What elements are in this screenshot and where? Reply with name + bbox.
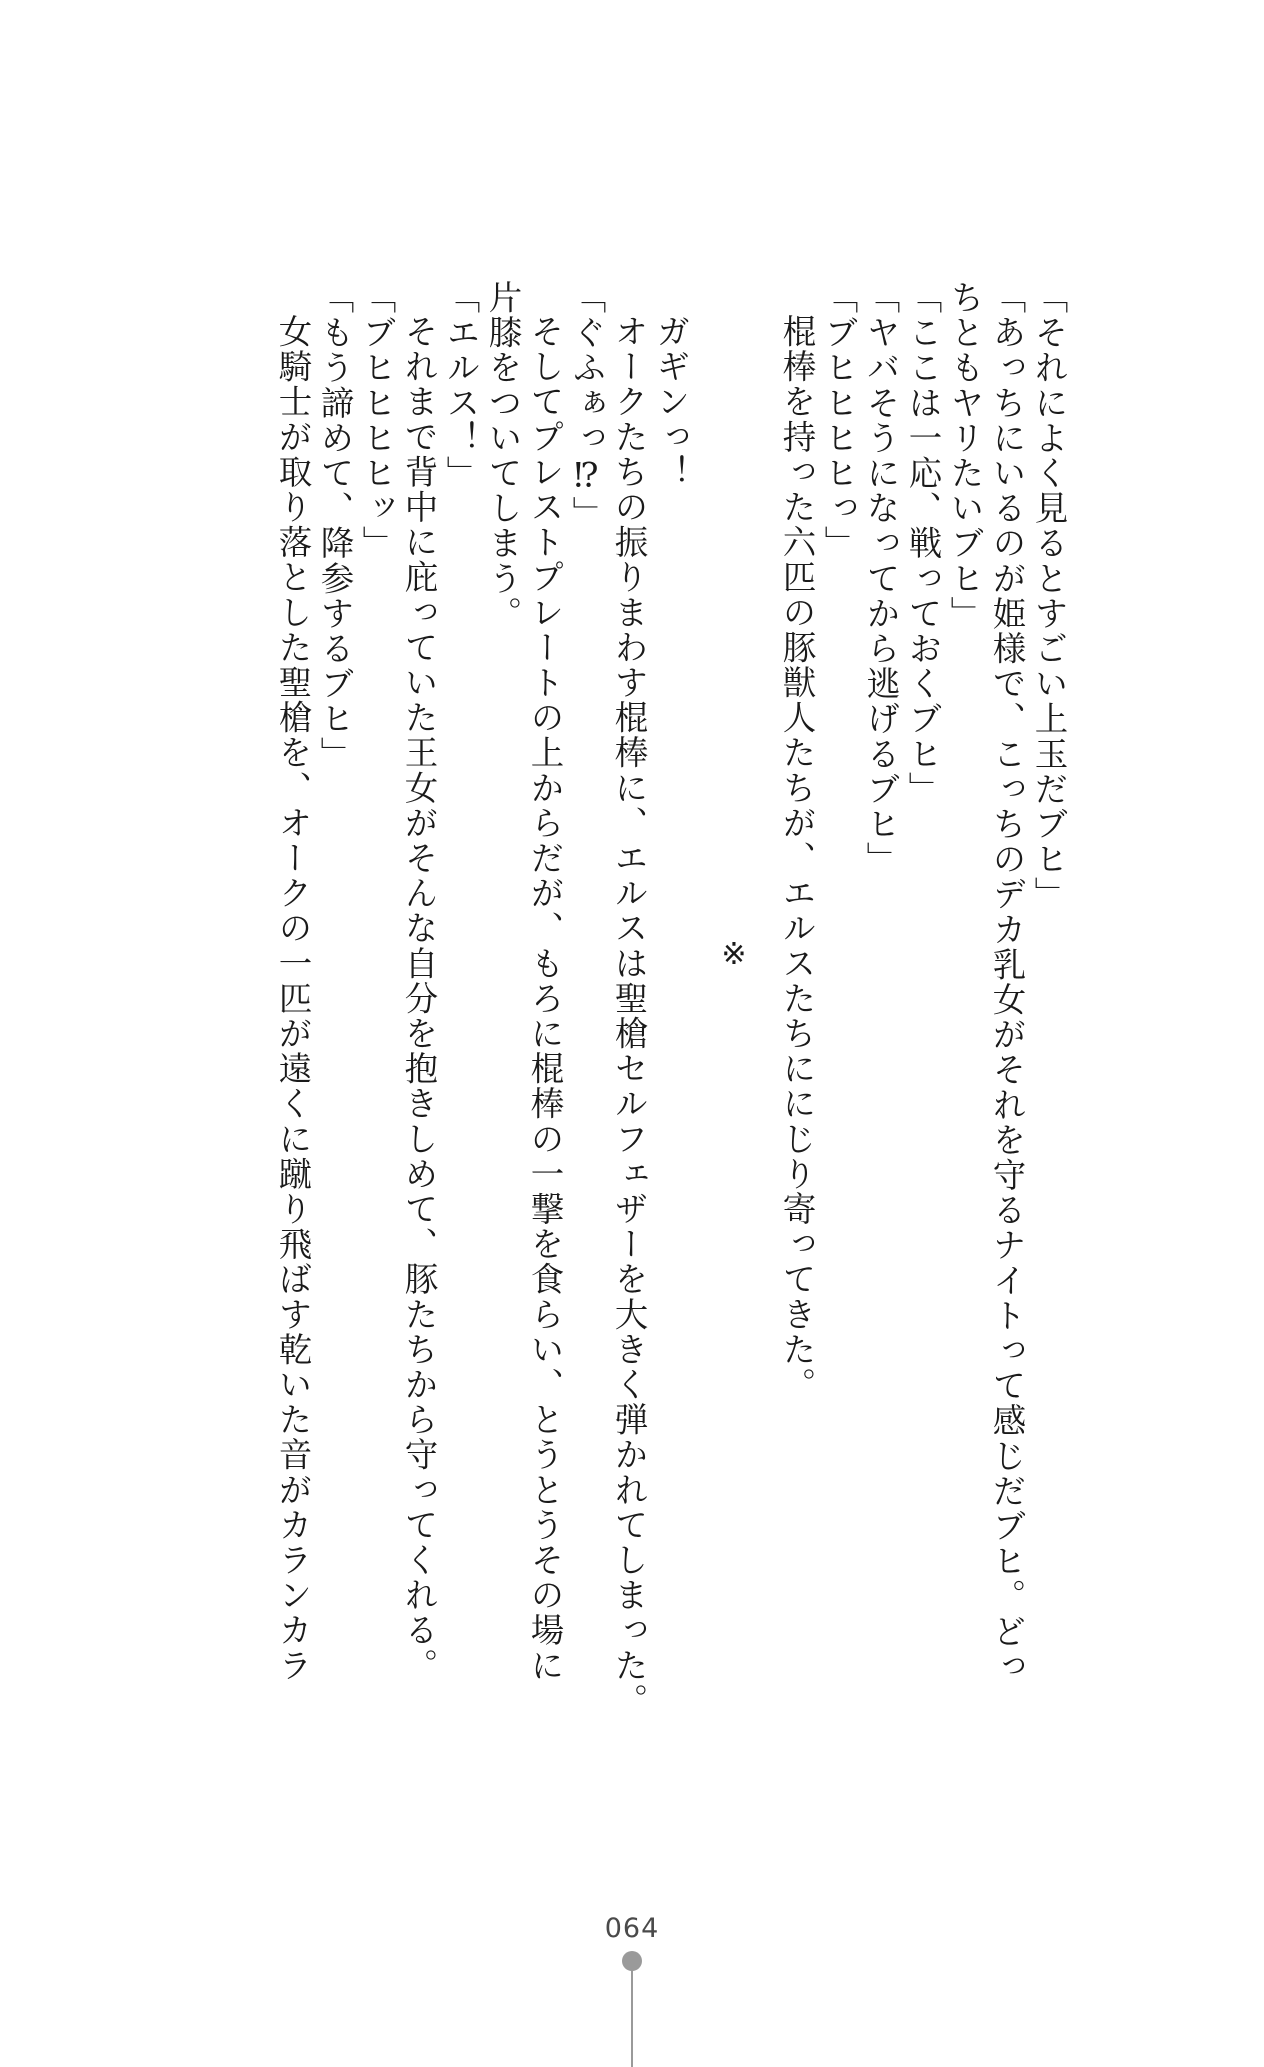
scene-break-mark: ※ — [721, 937, 747, 972]
text-line: それまで背中に庇っていた王女がそんな自分を抱きしめて、豚たちから守ってくれる。 — [399, 314, 438, 1683]
text-line: 「ヤバそうになってから逃げるブヒ」 — [861, 280, 900, 877]
folio-line-ornament — [631, 1970, 633, 2067]
text-line: 「ぐふぁっ⁉」 — [567, 280, 606, 532]
text-line: 「ブヒヒヒヒッ」 — [357, 280, 396, 561]
text-line: 棍棒を持った六匹の豚獣人たちが、エルスたちににじり寄ってきた。 — [777, 314, 816, 1403]
text-line: 「エルス！」 — [441, 280, 480, 491]
text-line: 「ここは一応、戦っておくブヒ」 — [903, 280, 942, 807]
text-line: ガギンっ！ — [651, 314, 690, 490]
text-line: 「あっちにいるのが姫様で、こっちのデカ乳女がそれを守るナイトって感じだブヒ。どっ — [987, 280, 1026, 1684]
text-line: そしてプレストプレートの上からだが、もろに棍棒の一撃を食らい、とうとうその場に — [525, 314, 564, 1683]
text-line: オークたちの振りまわす棍棒に、エルスは聖槍セルフェザーを大きく弾かれてしまった。 — [609, 314, 648, 1718]
text-line: ちともヤリたいブヒ」 — [945, 280, 984, 631]
folio-dot-ornament — [622, 1951, 642, 1971]
page-number: 064 — [604, 1913, 660, 1944]
text-line: 片膝をついてしまう。 — [483, 280, 522, 631]
text-line: 「ブヒヒヒヒっ」 — [819, 280, 858, 561]
text-line: 「もう諦めて、降参するブヒ」 — [315, 280, 354, 772]
text-line: 「それによく見るとすごい上玉だブヒ」 — [1029, 280, 1068, 912]
text-line: 女騎士が取り落とした聖槍を、オークの一匹が遠くに蹴り飛ばす乾いた音がカランカラ — [273, 314, 312, 1683]
